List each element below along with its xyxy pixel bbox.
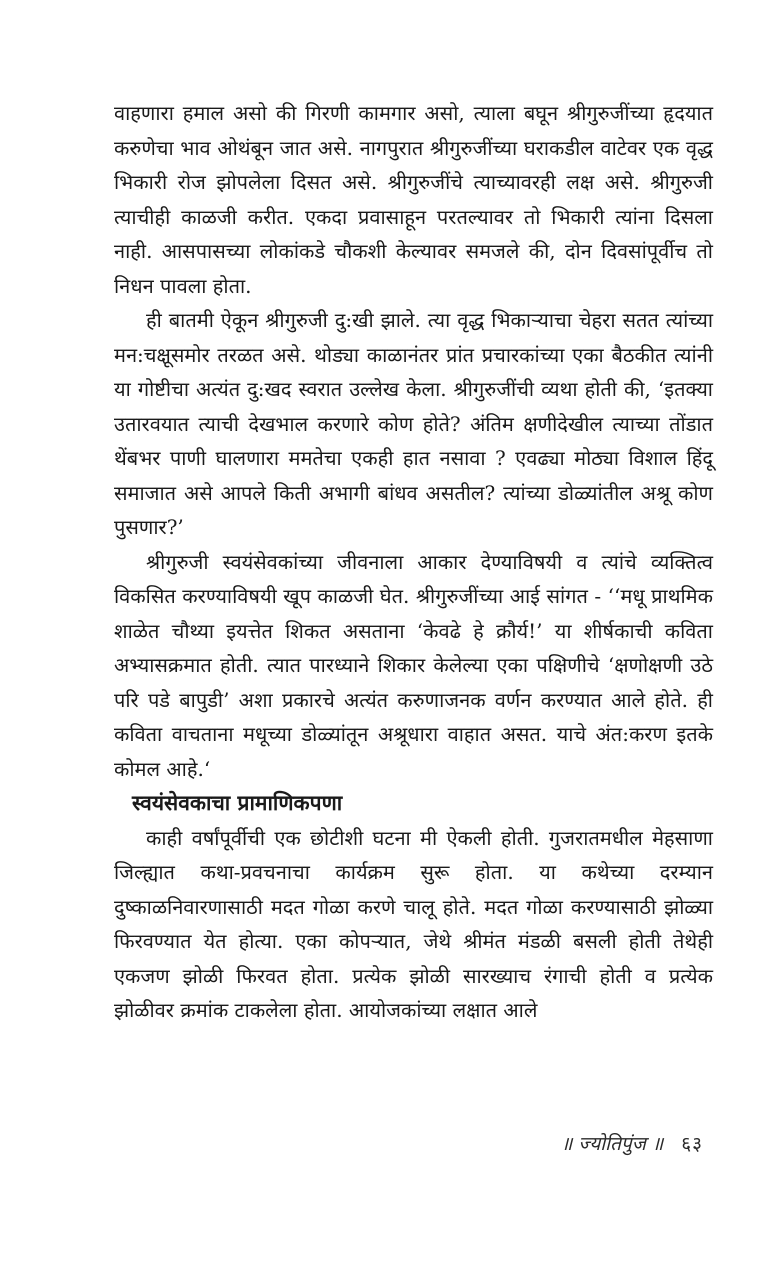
page-footer <box>561 1130 703 1156</box>
page-number: ६३ <box>681 1133 703 1155</box>
running-title: ॥ ज्योतिपुंज ॥ <box>560 1133 664 1155</box>
paragraph-4: काही वर्षांपूर्वीची एक छोटीशी घटना मी ऐकली होती. गुजरातमधील मेहसाणा जिल्ह्यात कथा-प्रवचनाचा कार्यक्रम सुरू होता. या कथेच्या दरम्यान दुष्काळनिवारणासाठी मदत गोळा करणे चालू होते. मदत गोळा करण्यासाठी झोळ्या फिरवण्यात येत होत्या. एका कोपऱ्यात, जेथे श्रीमंत मंडळी बसली होती तेथेही एकजण झोळी फिरवत होता. प्रत्येक झोळी सारख्याच रंगाची होती व प्रत्येक झोळीवर क्रमांक टाकलेला होता. आयोजकांच्या लक्षात आले <box>114 825 713 1022</box>
paragraph-3: श्रीगुरुजी स्वयंसेवकांच्या जीवनाला आकार देण्याविषयी व त्यांचे व्यक्तित्व विकसित करण्याविषयी खूप काळजी घेत. श्रीगुरुजींच्या आई सांगत - ‘‘मधू प्राथमिक शाळेत चौथ्या इयत्तेत शिकत असताना ‘केवढे हे क्रौर्य!’ या शीर्षकाची कविता अभ्यासक्रमात होती. त्यात पारध्याने शिकार केलेल्या एका पक्षिणीचे ‘क्षणोक्षणी उठे परि पडे बापुडी’ अशा प्रकारचे अत्यंत करुणाजनक वर्णन करण्यात आले होते. ही कविता वाचताना मधूच्या डोळ्यांतून अश्रूधारा वाहात असत. याचे अंत:करण इतके कोमल आहे.‘ <box>114 549 713 781</box>
page-body <box>114 96 713 1028</box>
paragraph-1: वाहणारा हमाल असो की गिरणी कामगार असो, त्याला बघून श्रीगुरुजींच्या हृदयात करुणेचा भाव ओथंबून जात असे. नागपुरात श्रीगुरुजींच्या घराकडील वाटेवर एक वृद्ध भिकारी रोज झोपलेला दिसत असे. श्रीगुरुजींचे त्याच्यावरही लक्ष असे. श्रीगुरुजी त्याचीही काळजी करीत. एकदा प्रवासाहून परतल्यावर तो भिकारी त्यांना दिसला नाही. आसपासच्या लोकांकडे चौकशी केल्यावर समजले की, दोन दिवसांपूर्वीच तो निधन पावला होता. <box>114 101 713 298</box>
section-heading: स्वयंसेवकाचा प्रामाणिकपणा <box>132 790 343 815</box>
paragraph-2: ही बातमी ऐकून श्रीगुरुजी दु:खी झाले. त्या वृद्ध भिकाऱ्याचा चेहरा सतत त्यांच्या मन:चक्षूसमोर तरळत असे. थोड्या काळानंतर प्रांत प्रचारकांच्या एका बैठकीत त्यांनी या गोष्टीचा अत्यंत दु:खद स्वरात उल्लेख केला. श्रीगुरुजींची व्यथा होती की, ‘इतक्या उतारवयात त्याची देखभाल करणारे कोण होते? अंतिम क्षणीदेखील त्याच्या तोंडात थेंबभर पाणी घालणारा ममतेचा एकही हात नसावा ? एवढ्या मोठ्या विशाल हिंदू समाजात असे आपले किती अभागी बांधव असतील? त्यांच्या डोळ्यांतील अश्रू कोण पुसणार?’ <box>114 308 713 539</box>
